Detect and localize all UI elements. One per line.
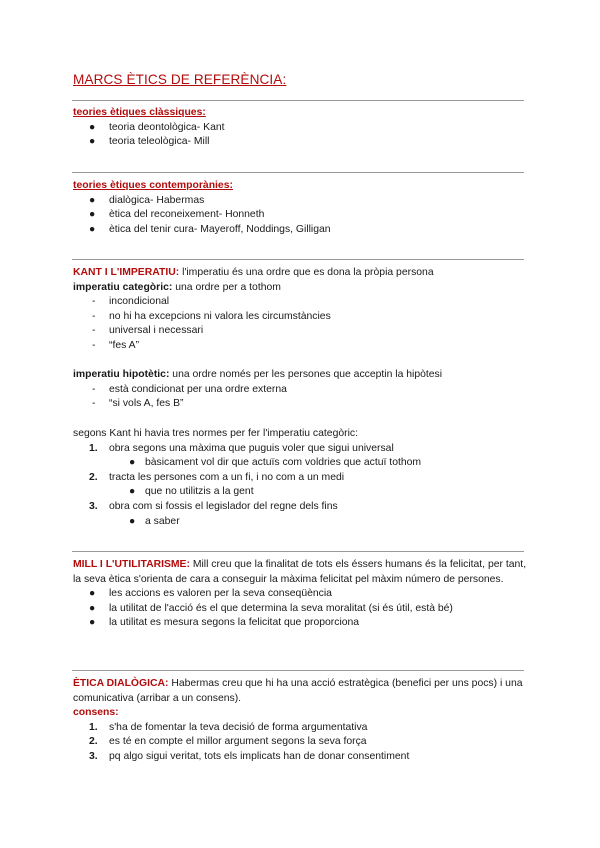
list-item: ● que no utilitzis a la gent: [73, 485, 528, 500]
divider: [72, 670, 524, 671]
list-item: 3. obra com si fossis el legislador del regne dels fins: [89, 500, 338, 512]
list-item: 1. s'ha de fomentar la teva decisió de forma argumentativa: [89, 721, 368, 733]
list-item: ● teoria deontològica- Kant: [73, 121, 528, 136]
list-item: 1. obra segons una màxima que puguis voler que sigui universal: [89, 442, 394, 454]
bullet-icon: ●: [129, 515, 136, 527]
page-title: MARCS ÈTICS DE REFERÈNCIA:: [73, 72, 287, 87]
term-label: consens:: [73, 707, 119, 719]
bullet-icon: ●: [89, 194, 96, 206]
divider: [72, 259, 524, 260]
list-item: ● ètica del reconeixement- Honneth: [73, 208, 528, 223]
section-heading: teories ètiques contemporànies:: [73, 180, 233, 191]
bullet-icon: ●: [129, 457, 136, 469]
list-item: 3. pq algo sigui veritat, tots els implicats han de donar consentiment: [89, 750, 410, 762]
section-kant-hipotetic: imperatiu hipotètic: una ordre només per les persones que acceptin la hipòtesi - està condicionat per una ordre externa - “si vols A, fes B”: [73, 368, 528, 412]
list-item: - “fes A”: [73, 339, 528, 354]
divider: [72, 100, 524, 101]
section-kant: KANT I L'IMPERATIU: l'imperatiu és una ordre que es dona la pròpia persona imperatiu categòric: una ordre per a tothom - incondicional - no hi ha excepcions ni valora les circumstàncies - universal i necessari - “fes A”: [73, 266, 528, 354]
list-item: ● teoria teleològica- Mill: [73, 135, 528, 150]
bullet-icon: ●: [89, 209, 96, 221]
dash-icon: -: [92, 296, 96, 308]
section-heading: ÈTICA DIALÒGICA:: [73, 678, 169, 689]
section-dialogica: ÈTICA DIALÒGICA: Habermas creu que hi ha una acció estratègica (benefici per uns pocs) i una comunicativa (arribar a un consens). consens: 1. s'ha de fomentar la teva decisió de forma argumentativa 2. es té en compte el millor argument segons la seva força 3. pq algo sigui veritat, tots els implicats han de donar consentiment: [73, 677, 528, 765]
section-contemporanies: [73, 179, 528, 237]
term-label: imperatiu hipotètic:: [73, 369, 170, 380]
section-classiques: [73, 106, 528, 150]
dash-icon: -: [92, 383, 96, 395]
list-item: 2. es té en compte el millor argument segons la seva força: [89, 736, 367, 748]
term-label: imperatiu categòric:: [73, 281, 173, 293]
dash-icon: -: [92, 325, 96, 337]
list-item: ● les accions es valoren per la seva conseqüència: [73, 587, 528, 602]
bullet-icon: ●: [89, 617, 96, 629]
section-heading: KANT I L'IMPERATIU:: [73, 267, 180, 278]
bullet-icon: ●: [89, 588, 96, 600]
dash-icon: -: [92, 398, 96, 410]
list-item: ● bàsicament vol dir que actuïs com voldries que actuï tothom: [73, 456, 528, 471]
list-item: ● la utilitat de l'acció és el que determina la seva moralitat (si és útil, està bé): [73, 602, 528, 617]
bullet-icon: ●: [89, 602, 96, 614]
bullet-icon: ●: [89, 121, 96, 133]
bullet-icon: ●: [129, 486, 136, 498]
divider: [72, 172, 524, 173]
list-item: - “si vols A, fes B”: [73, 397, 528, 412]
list-item: ● a saber: [73, 515, 528, 530]
list-item: - universal i necessari: [73, 324, 528, 339]
bullet-icon: ●: [89, 136, 96, 148]
list-item: - està condicionat per una ordre externa: [73, 383, 528, 398]
list-item: ● la utilitat es mesura segons la felicitat que proporciona: [73, 616, 528, 631]
dash-icon: -: [92, 339, 96, 351]
section-kant-normes: segons Kant hi havia tres normes per fer l'imperatiu categòric: 1. obra segons una màxima que puguis voler que sigui universal ● bàsicament vol dir que actuïs com voldries que actuï tothom 2. tracta les persones com a un fi, i no com a un medi ● que no utilitzis a la gent 3. obra com si fossis el legislador del regne dels fins ● a saber: [73, 427, 528, 529]
dash-icon: -: [92, 310, 96, 322]
list-item: ● ètica del tenir cura- Mayeroff, Noddings, Gilligan: [73, 223, 528, 238]
section-heading: MILL I L'UTILITARISME:: [73, 559, 190, 570]
list-item: - incondicional: [73, 295, 528, 310]
list-item: 2. tracta les persones com a un fi, i no com a un medi: [89, 471, 345, 483]
section-heading: teories ètiques clàssiques:: [73, 107, 206, 118]
bullet-icon: ●: [89, 223, 96, 235]
section-mill: MILL I L'UTILITARISME: Mill creu que la finalitat de tots els éssers humans és la felicitat, per tant, la seva ètica s'orienta de cara a conseguir la màxima felicitat pel màxim número de persones. ● les accions es valoren per la seva conseqüència ● la utilitat de l'acció és el que determina la seva moralitat (si és útil, està bé) ● la utilitat es mesura segons la felicitat que proporciona: [73, 558, 528, 631]
list-item: - no hi ha excepcions ni valora les circumstàncies: [73, 310, 528, 325]
divider: [72, 551, 524, 552]
list-item: ● dialògica- Habermas: [73, 194, 528, 209]
